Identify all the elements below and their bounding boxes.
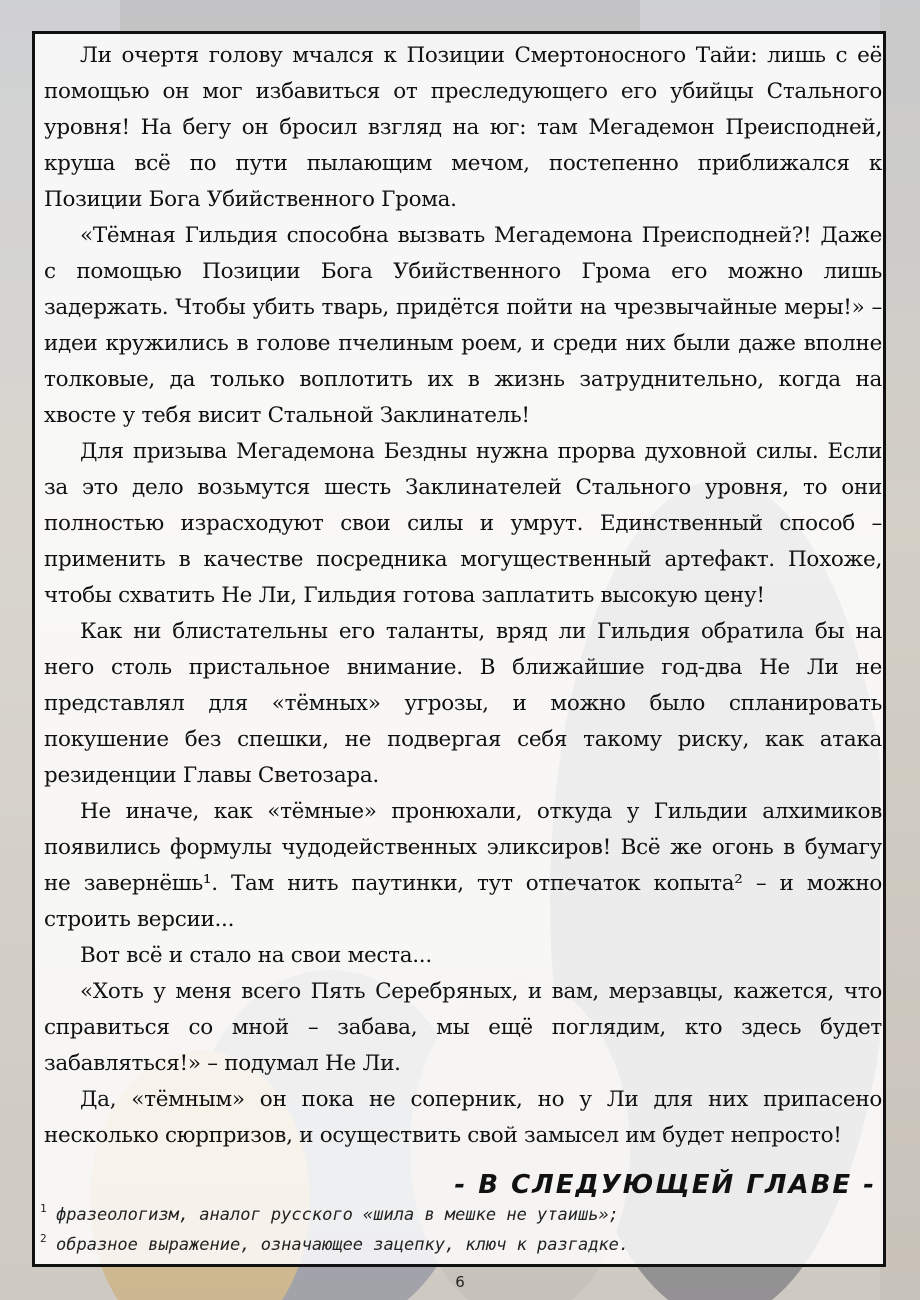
page-number: 6 xyxy=(455,1273,465,1291)
paragraph-8: Да, «тёмным» он пока не соперник, но у Ли для них припасено несколько сюрпризов, и осуществить свой замысел им будет непросто! xyxy=(44,1087,882,1148)
paragraph-7: «Хоть у меня всего Пять Серебряных, и вам, мерзавцы, кажется, что справиться со мной – забава, мы ещё поглядим, кто здесь будет забавляться!» – подумал Не Ли. xyxy=(44,979,882,1076)
footnotes xyxy=(40,1200,860,1260)
next-chapter-heading: - В СЛЕДУЮЩЕЙ ГЛАВЕ - xyxy=(454,1170,876,1200)
footnote-mark: 2 xyxy=(40,1232,47,1245)
paragraph-3: Для призыва Мегадемона Бездны нужна прорва духовной силы. Если за это дело возьмутся шесть Заклинателей Стального уровня, то они полностью израсходуют свои силы и умрут. Единственный способ – применить в качестве посредника могущественный артефакт. Похоже, чтобы схватить Не Ли, Гильдия готова заплатить высокую цену! xyxy=(44,439,882,608)
paragraph-2: «Тёмная Гильдия способна вызвать Мегадемона Преисподней?! Даже с помощью Позиции Бога Убийственного Грома его можно лишь задержать. Чтобы убить тварь, придётся пойти на чрезвычайные меры!» – идеи кружились в голове пчелиным роем, и среди них были даже вполне толковые, да только воплотить их в жизнь затруднительно, когда на хвосте у тебя висит Стальной Заклинатель! xyxy=(44,223,882,428)
paragraph-5: Не иначе, как «тёмные» пронюхали, откуда у Гильдии алхимиков появились формулы чудодейственных эликсиров! Всё же огонь в бумагу не завернёшь¹. Там нить паутинки, тут отпечаток копыта² – и можно строить версии... xyxy=(44,799,882,932)
footnote-text: образное выражение, означающее зацепку, ключ к разгадке. xyxy=(56,1235,630,1255)
footnote-text: фразеологизм, аналог русского «шила в мешке не утаишь»; xyxy=(56,1205,619,1225)
paragraph-6: Вот всё и стало на свои места... xyxy=(80,943,432,968)
footnote-mark: 1 xyxy=(40,1202,47,1215)
paragraph-1: Ли очертя голову мчался к Позиции Смертоносного Тайи: лишь с её помощью он мог избавиться от преследующего его убийцы Стального уровня! На бегу он бросил взгляд на юг: там Мегадемон Преисподней, круша всё по пути пылающим мечом, постепенно приближался к Позиции Бога Убийственного Грома. xyxy=(44,43,882,212)
paragraph-4: Как ни блистательны его таланты, вряд ли Гильдия обратила бы на него столь пристальное внимание. В ближайшие год-два Не Ли не представлял для «тёмных» угрозы, и можно было спланировать покушение без спешки, не подвергая себя такому риску, как атака резиденции Главы Светозара. xyxy=(44,619,882,788)
footnote-1 xyxy=(40,1200,860,1230)
footnote-2 xyxy=(40,1230,860,1260)
story-text xyxy=(44,38,882,1154)
